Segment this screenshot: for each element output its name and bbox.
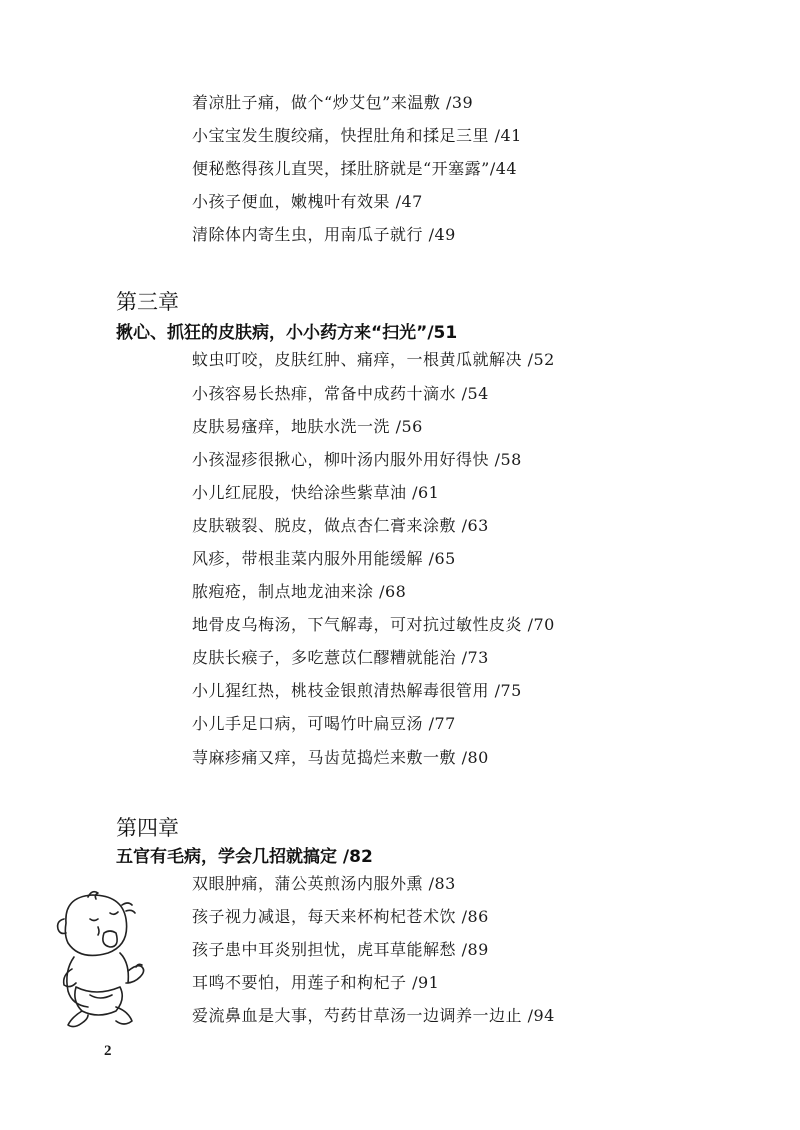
toc-entry[interactable]: 清除体内寄生虫，用南瓜子就行 /49 bbox=[192, 225, 456, 244]
chapter-3-label: 第三章 bbox=[116, 290, 179, 314]
toc-entry[interactable]: 便秘憋得孩儿直哭，揉肚脐就是“开塞露”/44 bbox=[192, 159, 518, 178]
toc-entry[interactable]: 脓疱疮，制点地龙油来涂 /68 bbox=[192, 582, 407, 601]
toc-entry[interactable]: 皮肤易瘙痒，地肤水洗一洗 /56 bbox=[192, 417, 423, 436]
chapter-3-title[interactable]: 揪心、抓狂的皮肤病，小小药方来“扫光”/51 bbox=[116, 323, 458, 343]
toc-entry[interactable]: 荨麻疹痛又痒，马齿苋捣烂来敷一敷 /80 bbox=[192, 748, 489, 767]
toc-entry[interactable]: 孩子视力减退，每天来杯枸杞苍术饮 /86 bbox=[192, 907, 489, 926]
toc-entry[interactable]: 小孩湿疹很揪心，柳叶汤内服外用好得快 /58 bbox=[192, 450, 522, 469]
toc-entry[interactable]: 皮肤长瘊子，多吃薏苡仁醪糟就能治 /73 bbox=[192, 648, 489, 667]
toc-entry[interactable]: 小宝宝发生腹绞痛，快捏肚角和揉足三里 /41 bbox=[192, 126, 522, 145]
toc-entry[interactable]: 蚊虫叮咬，皮肤红肿、痛痒，一根黄瓜就解决 /52 bbox=[192, 350, 555, 369]
page-number: 2 bbox=[104, 1043, 112, 1059]
toc-entry[interactable]: 双眼肿痛，蒲公英煎汤内服外熏 /83 bbox=[192, 874, 456, 893]
toc-entry[interactable]: 耳鸣不要怕，用莲子和枸杞子 /91 bbox=[192, 973, 440, 992]
toc-entry[interactable]: 孩子患中耳炎别担忧，虎耳草能解愁 /89 bbox=[192, 940, 489, 959]
toc-entry[interactable]: 地骨皮乌梅汤，下气解毒，可对抗过敏性皮炎 /70 bbox=[192, 615, 555, 634]
toc-entry[interactable]: 风疹，带根韭菜内服外用能缓解 /65 bbox=[192, 549, 456, 568]
toc-entry[interactable]: 着凉肚子痛，做个“炒艾包”来温敷 /39 bbox=[192, 93, 474, 112]
chapter-4-label: 第四章 bbox=[116, 816, 179, 840]
toc-entry[interactable]: 小儿手足口病，可喝竹叶扁豆汤 /77 bbox=[192, 714, 456, 733]
chapter-4-title[interactable]: 五官有毛病，学会几招就搞定 /82 bbox=[116, 847, 373, 867]
toc-entry[interactable]: 皮肤皲裂、脱皮，做点杏仁膏来涂敷 /63 bbox=[192, 516, 489, 535]
toc-entry[interactable]: 小儿红屁股，快给涂些紫草油 /61 bbox=[192, 483, 440, 502]
toc-entry[interactable]: 小孩子便血，嫩槐叶有效果 /47 bbox=[192, 192, 423, 211]
crying-baby-icon bbox=[46, 883, 166, 1033]
toc-entry[interactable]: 爱流鼻血是大事，芍药甘草汤一边调养一边止 /94 bbox=[192, 1006, 555, 1025]
toc-entry[interactable]: 小儿猩红热，桃枝金银煎清热解毒很管用 /75 bbox=[192, 681, 522, 700]
toc-entry[interactable]: 小孩容易长热痱，常备中成药十滴水 /54 bbox=[192, 384, 489, 403]
